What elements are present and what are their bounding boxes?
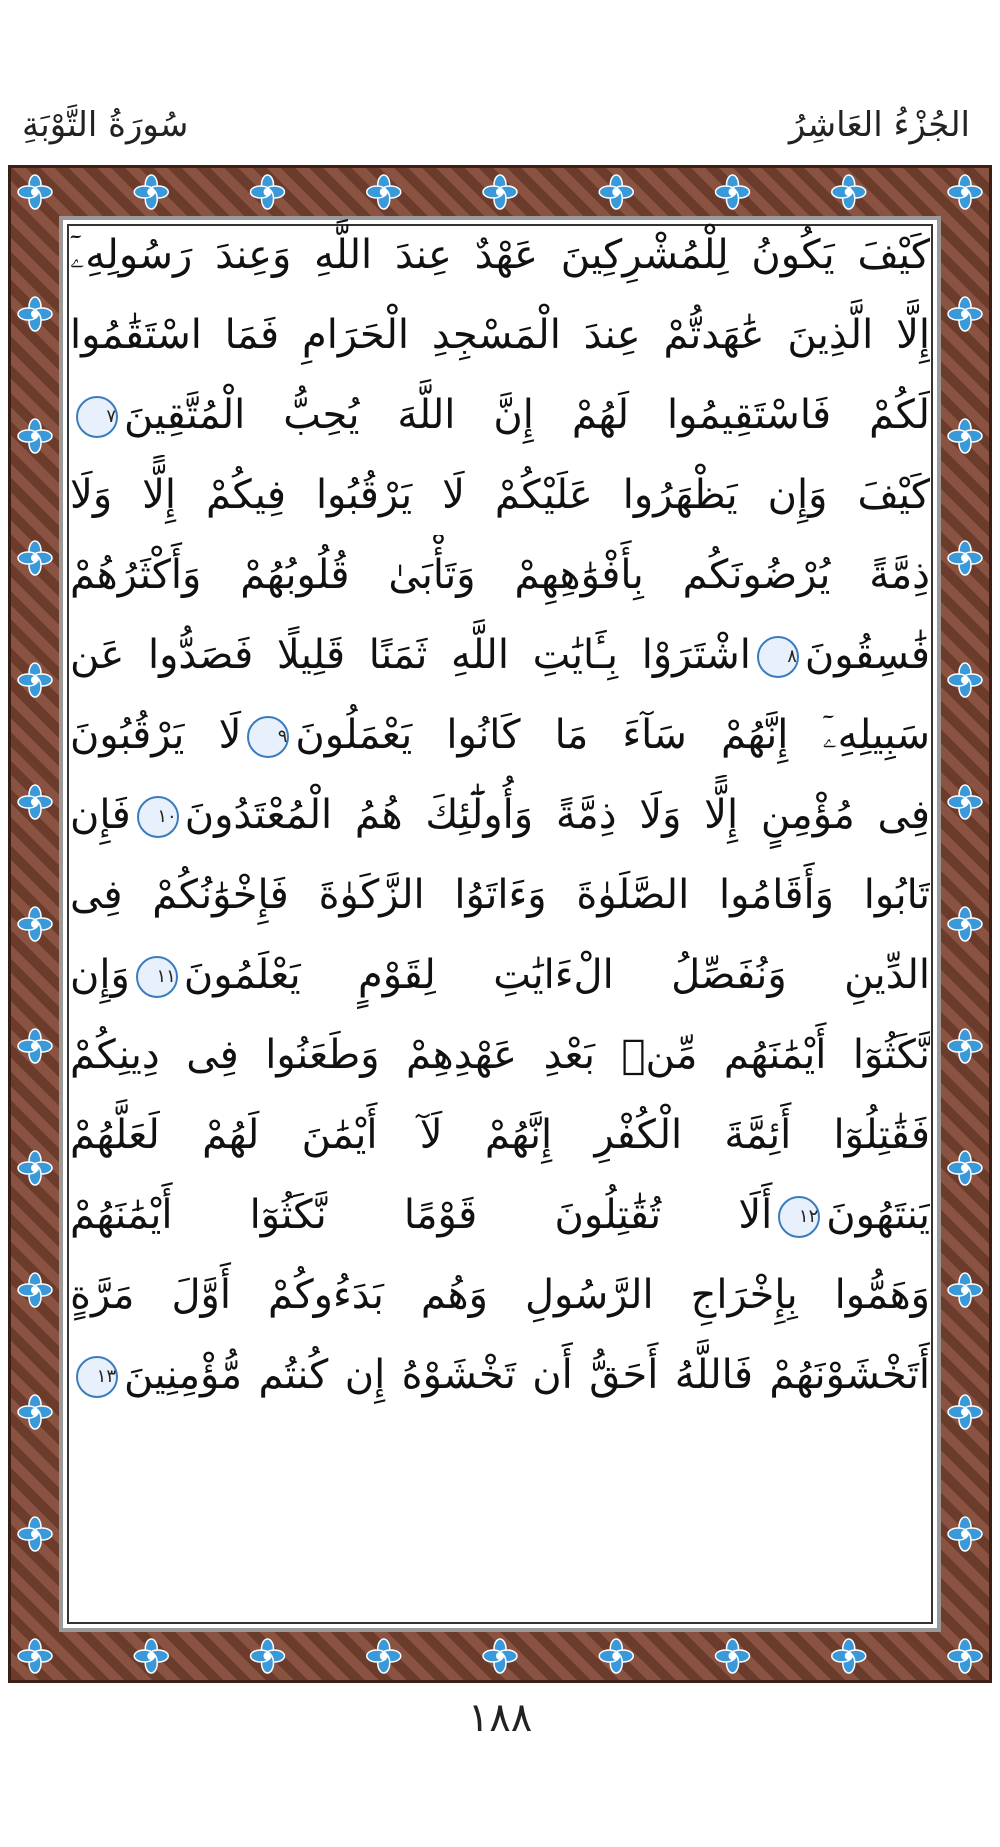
flower-ornament-icon bbox=[948, 663, 982, 697]
text-line-2 bbox=[70, 295, 930, 375]
page-number: ١٨٨ bbox=[467, 1695, 533, 1741]
text-line-14 bbox=[70, 1255, 930, 1335]
page-header bbox=[0, 0, 1000, 165]
line-text: وَهَمُّوا بِإِخْرَاجِ الرَّسُولِ وَهُم بَدَءُوكُمْ أَوَّلَ مَرَّةٍ bbox=[70, 1272, 930, 1318]
line-text: يَنتَهُونَ bbox=[826, 1192, 930, 1238]
flower-ornament-icon bbox=[716, 175, 750, 209]
flower-ornament-icon bbox=[134, 1639, 168, 1673]
flower-ornament-icon bbox=[18, 1517, 52, 1551]
ayah-number-9: ٩ bbox=[247, 716, 289, 758]
flower-ornament-icon bbox=[948, 1273, 982, 1307]
text-line-4 bbox=[70, 455, 930, 535]
flower-ornament-icon bbox=[832, 1639, 866, 1673]
flower-ornament-icon bbox=[367, 175, 401, 209]
flower-ornament-icon bbox=[948, 1517, 982, 1551]
line-text-tail: وَإِن bbox=[70, 952, 130, 998]
juz-title: الجُزْءُ العَاشِرُ bbox=[788, 105, 970, 145]
flower-ornament-icon bbox=[18, 175, 52, 209]
flower-ornament-icon bbox=[948, 419, 982, 453]
flower-ornament-icon bbox=[948, 541, 982, 575]
flower-ornament-icon bbox=[483, 175, 517, 209]
ayah-number-11: ١١ bbox=[136, 956, 178, 998]
flower-ornament-icon bbox=[134, 175, 168, 209]
line-text: فَقَٰتِلُوٓا أَئِمَّةَ الْكُفْرِ إِنَّهُمْ لَآ أَيْمَٰنَ لَهُمْ لَعَلَّهُمْ bbox=[70, 1112, 930, 1158]
ayah-number-13: ١٣ bbox=[76, 1356, 118, 1398]
ayah-number-10: ١٠ bbox=[137, 796, 179, 838]
text-line-13 bbox=[70, 1175, 930, 1255]
flower-ornament-icon bbox=[832, 175, 866, 209]
line-text-tail: أَلَا تُقَٰتِلُونَ قَوْمًا نَّكَثُوٓا أَيْمَٰنَهُمْ bbox=[70, 1192, 773, 1238]
line-text: أَتَخْشَوْنَهُمْ فَاللَّهُ أَحَقُّ أَن تَخْشَوْهُ إِن كُنتُم مُّؤْمِنِينَ bbox=[124, 1352, 930, 1398]
text-line-9 bbox=[70, 855, 930, 935]
flower-ornament-icon bbox=[18, 663, 52, 697]
text-line-6 bbox=[70, 615, 930, 695]
text-line-10 bbox=[70, 935, 930, 1015]
line-text: نَّكَثُوٓا أَيْمَٰنَهُم مِّنۢ بَعْدِ عَهْدِهِمْ وَطَعَنُوا فِى دِينِكُمْ bbox=[70, 1032, 930, 1078]
flower-ornament-icon bbox=[18, 1151, 52, 1185]
flower-ornament-icon bbox=[18, 1639, 52, 1673]
line-text: فَٰسِقُونَ bbox=[804, 632, 930, 678]
line-text: تَابُوا وَأَقَامُوا الصَّلَوٰةَ وَءَاتَوُا الزَّكَوٰةَ فَإِخْوَٰنُكُمْ فِى bbox=[70, 872, 930, 918]
text-line-1 bbox=[70, 215, 930, 295]
line-text-tail: اشْتَرَوْا بِـَٔايَٰتِ اللَّهِ ثَمَنًا قَلِيلًا فَصَدُّوا عَن bbox=[70, 632, 751, 678]
line-text-tail: لَا يَرْقُبُونَ bbox=[70, 712, 242, 758]
text-line-15 bbox=[70, 1335, 930, 1415]
flower-ornament-icon bbox=[599, 1639, 633, 1673]
flower-ornament-icon bbox=[18, 297, 52, 331]
text-line-8 bbox=[70, 775, 930, 855]
flower-ornament-icon bbox=[251, 175, 285, 209]
flower-ornament-icon bbox=[483, 1639, 517, 1673]
text-line-7 bbox=[70, 695, 930, 775]
line-text: كَيْفَ يَكُونُ لِلْمُشْرِكِينَ عَهْدٌ عِندَ اللَّهِ وَعِندَ رَسُولِهِۦٓ bbox=[70, 232, 930, 278]
flower-ornament-icon bbox=[18, 785, 52, 819]
line-text: سَبِيلِهِۦٓ إِنَّهُمْ سَآءَ مَا كَانُوا يَعْمَلُونَ bbox=[295, 712, 930, 758]
flower-ornament-icon bbox=[599, 175, 633, 209]
ayah-number-7: ٧ bbox=[76, 396, 118, 438]
flower-ornament-icon bbox=[18, 1273, 52, 1307]
text-line-11 bbox=[70, 1015, 930, 1095]
flower-ornament-icon bbox=[948, 1395, 982, 1429]
flower-ornament-icon bbox=[948, 1029, 982, 1063]
ayah-number-12: ١٢ bbox=[778, 1196, 820, 1238]
line-text: الدِّينِ وَنُفَصِّلُ الْءَايَٰتِ لِقَوْمٍ يَعْلَمُونَ bbox=[183, 952, 930, 998]
flower-ornament-icon bbox=[948, 1639, 982, 1673]
flower-ornament-icon bbox=[18, 541, 52, 575]
flower-ornament-icon bbox=[18, 1395, 52, 1429]
flower-ornament-icon bbox=[948, 1151, 982, 1185]
surah-title: سُورَةُ التَّوْبَةِ bbox=[22, 105, 189, 145]
flower-ornament-icon bbox=[251, 1639, 285, 1673]
flower-ornament-icon bbox=[18, 1029, 52, 1063]
flower-ornament-icon bbox=[716, 1639, 750, 1673]
flower-ornament-icon bbox=[948, 907, 982, 941]
ayah-number-8: ٨ bbox=[757, 636, 799, 678]
quran-text bbox=[70, 215, 930, 1635]
text-line-3 bbox=[70, 375, 930, 455]
line-text: فِى مُؤْمِنٍ إِلًّا وَلَا ذِمَّةً وَأُولَٰٓئِكَ هُمُ الْمُعْتَدُونَ bbox=[184, 792, 930, 838]
line-text: لَكُمْ فَاسْتَقِيمُوا لَهُمْ إِنَّ اللَّهَ يُحِبُّ الْمُتَّقِينَ bbox=[124, 392, 930, 438]
text-line-5 bbox=[70, 535, 930, 615]
text-line-12 bbox=[70, 1095, 930, 1175]
flower-ornament-icon bbox=[367, 1639, 401, 1673]
flower-ornament-icon bbox=[18, 907, 52, 941]
line-text: ذِمَّةً يُرْضُونَكُم بِأَفْوَٰهِهِمْ وَتَأْبَىٰ قُلُوبُهُمْ وَأَكْثَرُهُمْ bbox=[70, 552, 930, 598]
flower-ornament-icon bbox=[948, 297, 982, 331]
line-text-tail: فَإِن bbox=[70, 792, 131, 838]
flower-ornament-icon bbox=[948, 175, 982, 209]
flower-ornament-icon bbox=[948, 785, 982, 819]
line-text: إِلَّا الَّذِينَ عَٰهَدتُّمْ عِندَ الْمَسْجِدِ الْحَرَامِ فَمَا اسْتَقَٰمُوا bbox=[70, 312, 930, 358]
line-text: كَيْفَ وَإِن يَظْهَرُوا عَلَيْكُمْ لَا يَرْقُبُوا فِيكُمْ إِلًّا وَلَا bbox=[70, 472, 930, 518]
flower-ornament-icon bbox=[18, 419, 52, 453]
